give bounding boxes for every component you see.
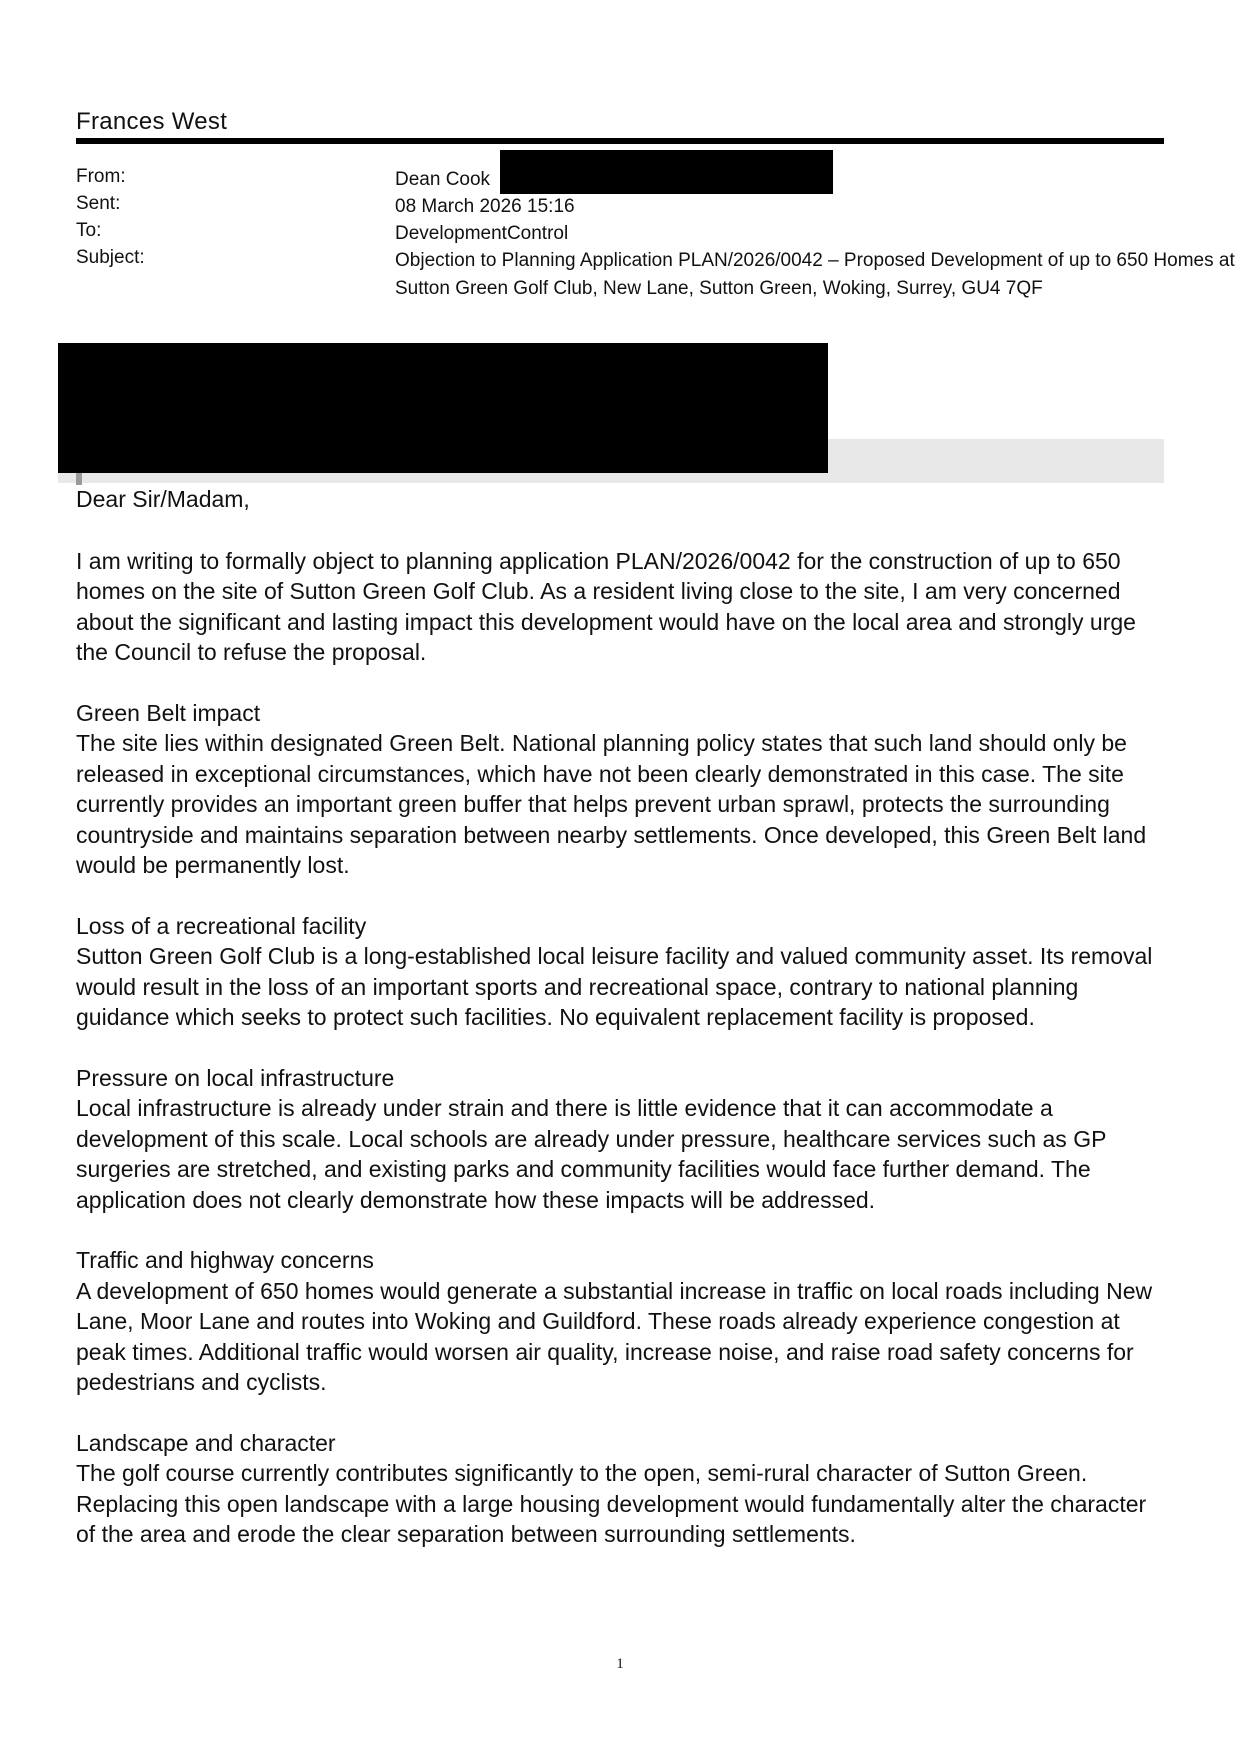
section-title: Traffic and highway concerns (76, 1247, 374, 1273)
to-label: To: (76, 220, 102, 241)
to-row (76, 220, 1166, 247)
section-text: Local infrastructure is already under strain and there is little evidence that it can accommodate a development of this scale. Local schools are already under pressure, healthcare services such as GP surgeries are stretched, and existing parks and community facilities would face further demand. The application does not clearly demonstrate how these impacts will be addressed. (76, 1095, 1107, 1213)
section-recreational-facility (76, 911, 1168, 1033)
redaction-email-address (500, 150, 833, 194)
section-text: Sutton Green Golf Club is a long-established local leisure facility and valued community asset. Its removal would result in the loss of an important sports and recreational space, contrary to national planning guidance which seeks to protect such facilities. No equivalent replacement facility is proposed. (76, 943, 1153, 1030)
sent-label: Sent: (76, 193, 121, 214)
from-value: Dean Cook (395, 169, 491, 190)
sent-value: 08 March 2026 15:16 (395, 196, 575, 217)
section-infrastructure (76, 1063, 1168, 1216)
sent-row (76, 193, 1166, 220)
section-text: The golf course currently contributes significantly to the open, semi-rural character of Sutton Green. Replacing this open landscape with a large housing development would fundamentally alter the character of the area and erode the clear separation between surrounding settlements. (76, 1460, 1147, 1547)
email-header (76, 166, 1235, 331)
section-title: Green Belt impact (76, 699, 261, 726)
section-text: A development of 650 homes would generate a substantial increase in traffic on local roads including New Lane, Moor Lane and routes into Woking and Guildford. These roads already experience congestion at peak times. Additional traffic would worsen air quality, increase noise, and raise road safety concerns for pedestrians and cyclists. (76, 1277, 1153, 1395)
from-row (76, 166, 1166, 193)
greeting: Dear Sir/Madam, (76, 486, 250, 512)
section-text: The site lies within designated Green Belt. National planning policy states that such land should only be released in exceptional circumstances, which have not been clearly demonstrated in this case. The site currently provides an important green buffer that helps prevent urban sprawl, protects the surrounding countryside and maintains separation between nearby settlements. Once developed, this Green Belt land would be permanently lost. (76, 730, 1147, 878)
mailbox-owner-name: Frances West (76, 108, 228, 135)
intro-paragraph: I am writing to formally object to planning application PLAN/2026/0042 for the construction of up to 650 homes on the site of Sutton Green Golf Club. As a resident living close to the site, I am very concerned about the significant and lasting impact this development would have on the local area and strongly urge the Council to refuse the proposal. (76, 547, 1136, 665)
section-landscape (76, 1428, 1168, 1550)
subject-value: Objection to Planning Application PLAN/2026/0042 – Proposed Development of up to 650 Homes at Sutton Green Golf Club, New Lane, Sutton Green, Woking, Surrey, GU4 7QF (395, 250, 1235, 299)
section-traffic (76, 1245, 1168, 1398)
section-title: Landscape and character (76, 1429, 336, 1456)
page-number: 1 (616, 1656, 624, 1672)
redaction-block (58, 343, 828, 473)
section-green-belt (76, 698, 1168, 881)
to-value: DevelopmentControl (395, 223, 569, 244)
section-title: Loss of a recreational facility (76, 912, 367, 939)
email-body (76, 484, 1168, 1580)
from-label: From: (76, 166, 126, 187)
section-title: Pressure on local infrastructure (76, 1064, 395, 1091)
subject-label: Subject: (76, 247, 145, 268)
header-rule (76, 138, 1164, 144)
subject-row (76, 247, 1235, 331)
